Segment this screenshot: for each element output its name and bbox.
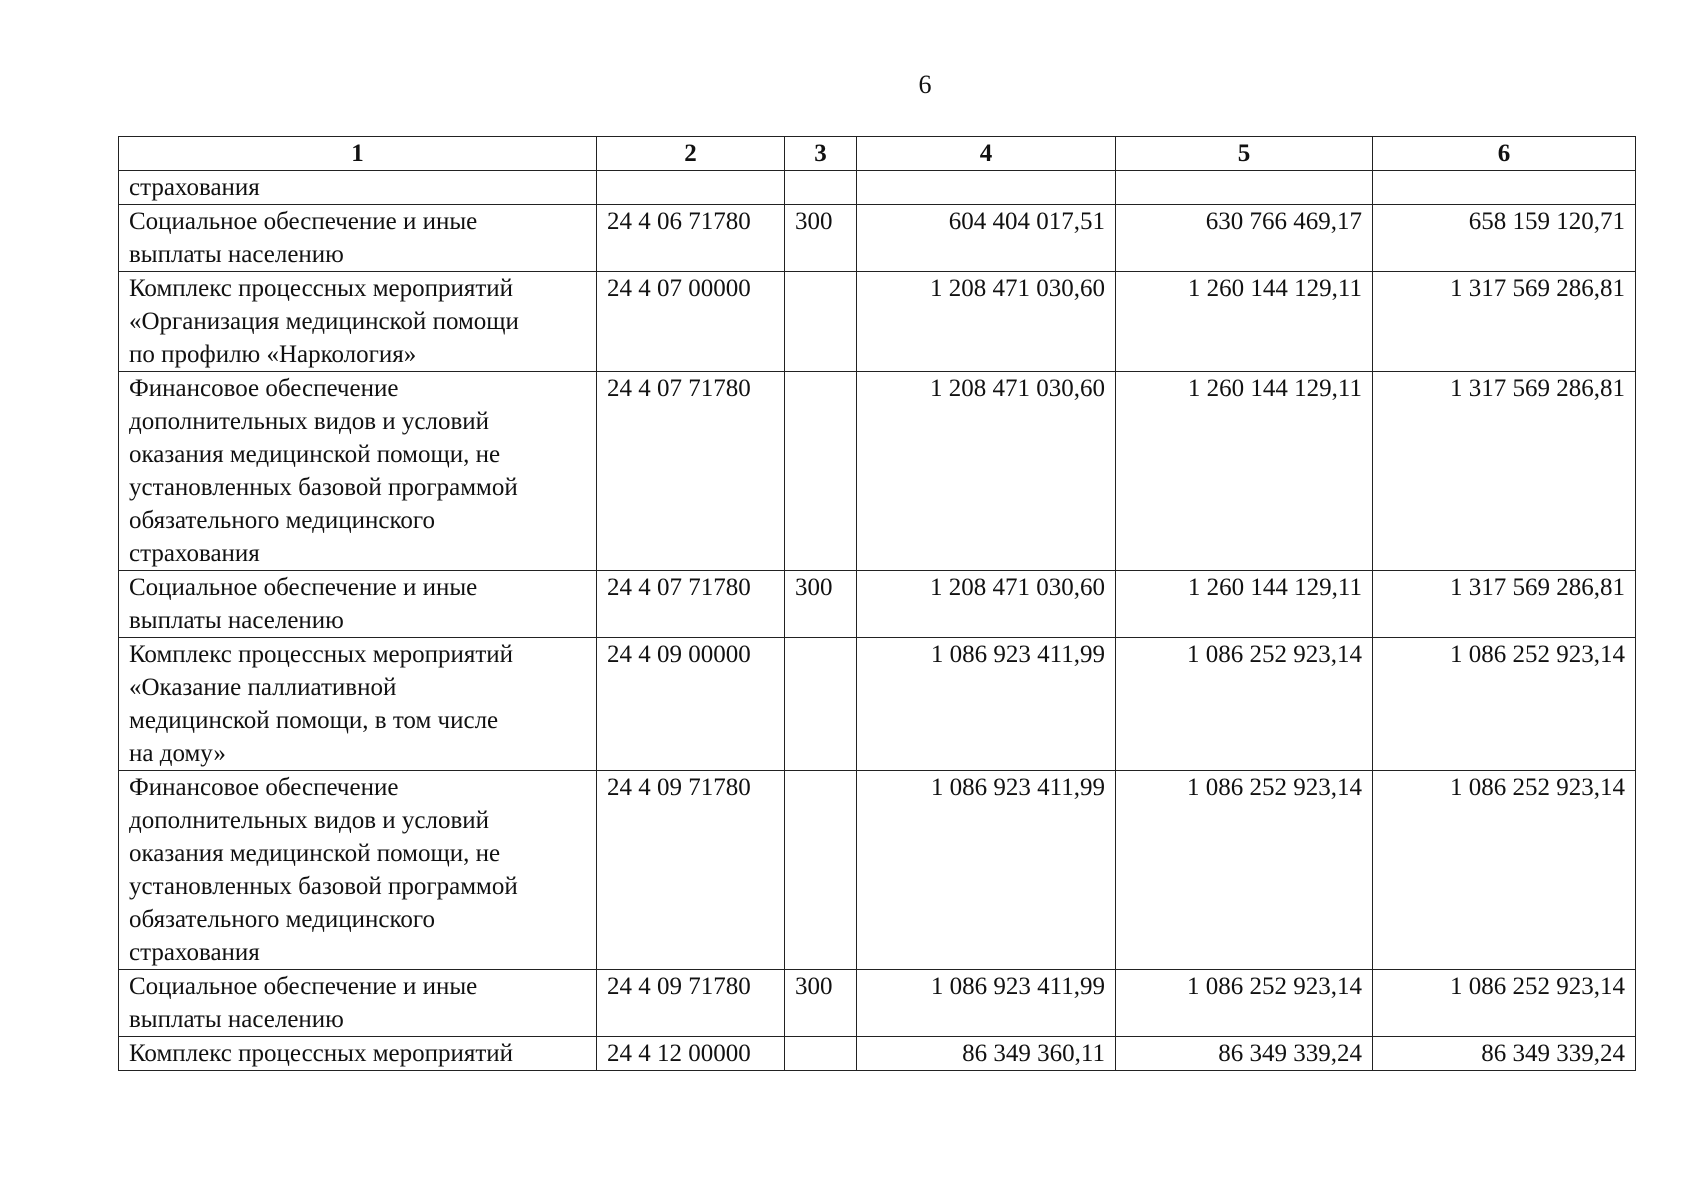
row-amount-4: 604 404 017,51 (857, 205, 1116, 272)
row-amount-6: 658 159 120,71 (1373, 205, 1636, 272)
table-row (119, 571, 1636, 638)
row-amount-4: 1 208 471 030,60 (857, 571, 1116, 638)
row-type: 300 (785, 205, 857, 272)
row-amount-5: 630 766 469,17 (1116, 205, 1373, 272)
row-name-cell (119, 771, 597, 970)
row-type: 300 (785, 571, 857, 638)
row-type (785, 171, 857, 205)
row-amount-5: 1 260 144 129,11 (1116, 571, 1373, 638)
table-header (119, 137, 1636, 171)
row-amount-6: 1 086 252 923,14 (1373, 638, 1636, 771)
row-name: Комплекс процессных мероприятий «Организация медицинской помощи по профилю «Наркология» (129, 275, 519, 368)
row-type: 300 (785, 970, 857, 1037)
header-row (119, 137, 1636, 171)
row-name: Комплекс процессных мероприятий «Оказание паллиативной медицинской помощи, в том числе на дому» (129, 641, 514, 767)
row-amount-4: 1 086 923 411,99 (857, 970, 1116, 1037)
row-amount-6: 1 317 569 286,81 (1373, 571, 1636, 638)
row-name-cell (119, 1037, 597, 1071)
row-code: 24 4 09 71780 (597, 771, 785, 970)
row-type (785, 771, 857, 970)
column-header-4: 4 (857, 137, 1116, 171)
budget-table (118, 136, 1636, 1071)
row-code: 24 4 07 71780 (597, 372, 785, 571)
row-code: 24 4 09 71780 (597, 970, 785, 1037)
row-name-cell (119, 372, 597, 571)
row-amount-4 (857, 171, 1116, 205)
row-name: Социальное обеспечение и иные выплаты населению (129, 574, 478, 634)
row-amount-5: 1 260 144 129,11 (1116, 372, 1373, 571)
column-header-3: 3 (785, 137, 857, 171)
row-amount-6: 1 086 252 923,14 (1373, 771, 1636, 970)
column-header-6: 6 (1373, 137, 1636, 171)
row-amount-5: 86 349 339,24 (1116, 1037, 1373, 1071)
row-amount-4: 1 208 471 030,60 (857, 372, 1116, 571)
row-type (785, 372, 857, 571)
row-amount-5: 1 086 252 923,14 (1116, 771, 1373, 970)
row-amount-6: 1 317 569 286,81 (1373, 272, 1636, 372)
row-amount-5 (1116, 171, 1373, 205)
row-amount-5: 1 260 144 129,11 (1116, 272, 1373, 372)
row-amount-6: 1 317 569 286,81 (1373, 372, 1636, 571)
row-amount-4: 1 086 923 411,99 (857, 638, 1116, 771)
row-name-cell (119, 571, 597, 638)
row-type (785, 272, 857, 372)
row-name-cell (119, 970, 597, 1037)
row-code: 24 4 12 00000 (597, 1037, 785, 1071)
row-amount-6 (1373, 171, 1636, 205)
column-header-5: 5 (1116, 137, 1373, 171)
row-name-cell (119, 205, 597, 272)
row-name: Финансовое обеспечение дополнительных видов и условий оказания медицинской помощи, не установленных базовой программой обязательного медицинского страхования (129, 774, 518, 966)
row-amount-4: 1 086 923 411,99 (857, 771, 1116, 970)
row-name-cell (119, 171, 597, 205)
row-code (597, 171, 785, 205)
row-amount-5: 1 086 252 923,14 (1116, 970, 1373, 1037)
row-amount-6: 1 086 252 923,14 (1373, 970, 1636, 1037)
table-row (119, 372, 1636, 571)
row-type (785, 1037, 857, 1071)
table-row (119, 1037, 1636, 1071)
table-row (119, 970, 1636, 1037)
row-code: 24 4 06 71780 (597, 205, 785, 272)
row-amount-5: 1 086 252 923,14 (1116, 638, 1373, 771)
table-row (119, 205, 1636, 272)
column-header-1: 1 (119, 137, 597, 171)
row-name: Финансовое обеспечение дополнительных видов и условий оказания медицинской помощи, не установленных базовой программой обязательного медицинского страхования (129, 375, 518, 567)
table-row (119, 771, 1636, 970)
table-row (119, 272, 1636, 372)
row-name-cell (119, 272, 597, 372)
page-number: 6 (918, 70, 932, 99)
row-code: 24 4 07 71780 (597, 571, 785, 638)
row-name: Комплекс процессных мероприятий (129, 1040, 514, 1067)
table-row (119, 171, 1636, 205)
column-header-2: 2 (597, 137, 785, 171)
row-amount-4: 1 208 471 030,60 (857, 272, 1116, 372)
row-code: 24 4 09 00000 (597, 638, 785, 771)
table-row (119, 638, 1636, 771)
row-name: Социальное обеспечение и иные выплаты населению (129, 973, 478, 1033)
row-name: страхования (129, 174, 260, 201)
row-name: Социальное обеспечение и иные выплаты населению (129, 208, 478, 268)
row-type (785, 638, 857, 771)
row-name-cell (119, 638, 597, 771)
row-amount-6: 86 349 339,24 (1373, 1037, 1636, 1071)
row-amount-4: 86 349 360,11 (857, 1037, 1116, 1071)
table-body (119, 171, 1636, 1071)
row-code: 24 4 07 00000 (597, 272, 785, 372)
